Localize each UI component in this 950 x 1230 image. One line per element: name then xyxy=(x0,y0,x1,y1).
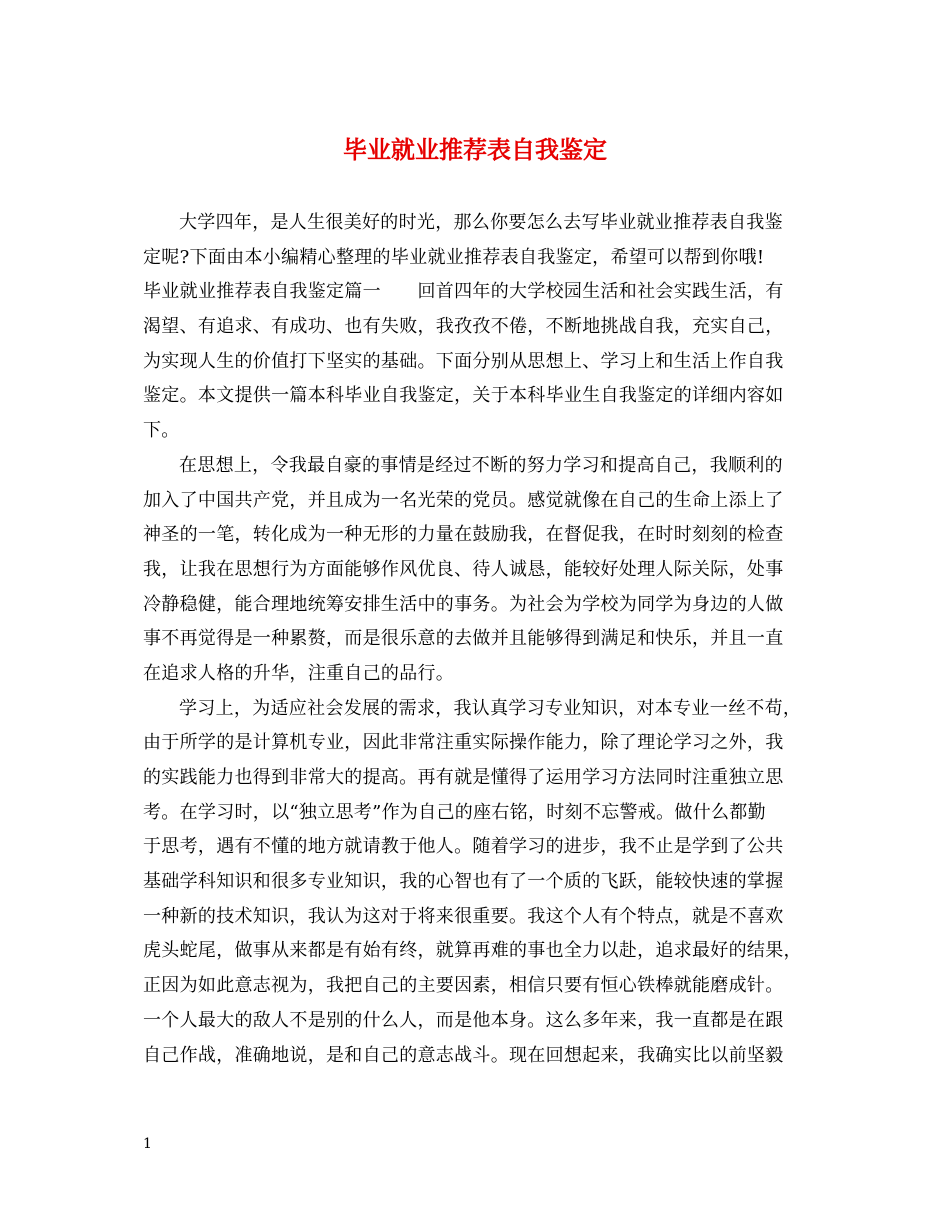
body-line: 自己作战，准确地说，是和自己的意志战斗。现在回想起来，我确实比以前坚毅 xyxy=(143,1044,784,1066)
body-line: 我，让我在思想行为方面能够作风优良、待人诚恳，能较好处理人际关际，处事 xyxy=(143,558,784,580)
body-line: 学习上，为适应社会发展的需求，我认真学习专业知识，对本专业一丝不苟， xyxy=(179,697,802,719)
body-line: 一种新的技术知识，我认为这对于将来很重要。我这个人有个特点，就是不喜欢 xyxy=(143,905,784,927)
body-line: 在追求人格的升华，注重自己的品行。 xyxy=(143,662,455,684)
body-line: 冷静稳健，能合理地统筹安排生活中的事务。为社会为学校为同学为身边的人做 xyxy=(143,593,784,615)
document-title: 毕业就业推荐表自我鉴定 xyxy=(343,135,607,164)
body-line: 毕业就业推荐表自我鉴定篇一 回首四年的大学校园生活和社会实践生活，有 xyxy=(143,281,784,303)
body-line: 由于所学的是计算机专业，因此非常注重实际操作能力，除了理论学习之外，我 xyxy=(143,732,784,754)
body-line: 渴望、有追求、有成功、也有失败，我孜孜不倦，不断地挑战自我，充实自己， xyxy=(143,316,784,338)
body-line: 的实践能力也得到非常大的提高。再有就是懂得了运用学习方法同时注重独立思 xyxy=(143,767,784,788)
body-line: 神圣的一笔，转化成为一种无形的力量在鼓励我，在督促我，在时时刻刻的检查 xyxy=(143,524,784,546)
body-line: 定呢?下面由本小编精心整理的毕业就业推荐表自我鉴定，希望可以帮到你哦! xyxy=(143,246,765,268)
body-line: 考。在学习时，以“独立思考”作为自己的座右铭，时刻不忘警戒。做什么都勤 xyxy=(143,801,766,823)
body-line: 一个人最大的敌人不是别的什么人，而是他本身。这么多年来，我一直都是在跟 xyxy=(143,1009,784,1031)
body-line: 基础学科知识和很多专业知识，我的心智也有了一个质的飞跃，能较快速的掌握 xyxy=(143,871,784,893)
body-line: 为实现人生的价值打下坚实的基础。下面分别从思想上、学习上和生活上作自我 xyxy=(143,350,784,372)
body-line: 鉴定。本文提供一篇本科毕业自我鉴定，关于本科毕业生自我鉴定的详细内容如 xyxy=(143,385,784,407)
body-line: 事不再觉得是一种累赘，而是很乐意的去做并且能够得到满足和快乐，并且一直 xyxy=(143,628,784,650)
document-body xyxy=(143,206,823,1073)
body-line: 正因为如此意志视为，我把自己的主要因素，相信只要有恒心铁棒就能磨成针。 xyxy=(143,975,784,997)
page-number: 1 xyxy=(143,1136,152,1152)
body-line: 加入了中国共产党，并且成为一名光荣的党员。感觉就像在自己的生命上添上了 xyxy=(143,489,784,511)
body-line: 大学四年，是人生很美好的时光，那么你要怎么去写毕业就业推荐表自我鉴 xyxy=(179,212,783,233)
body-line: 虎头蛇尾，做事从来都是有始有终，就算再难的事也全力以赴，追求最好的结果， xyxy=(143,940,802,962)
body-line: 在思想上，令我最自豪的事情是经过不断的努力学习和提高自己，我顺利的 xyxy=(179,454,783,476)
body-line: 于思考，遇有不懂的地方就请教于他人。随着学习的进步，我不止是学到了公共 xyxy=(143,836,784,858)
body-line: 下。 xyxy=(143,420,180,442)
